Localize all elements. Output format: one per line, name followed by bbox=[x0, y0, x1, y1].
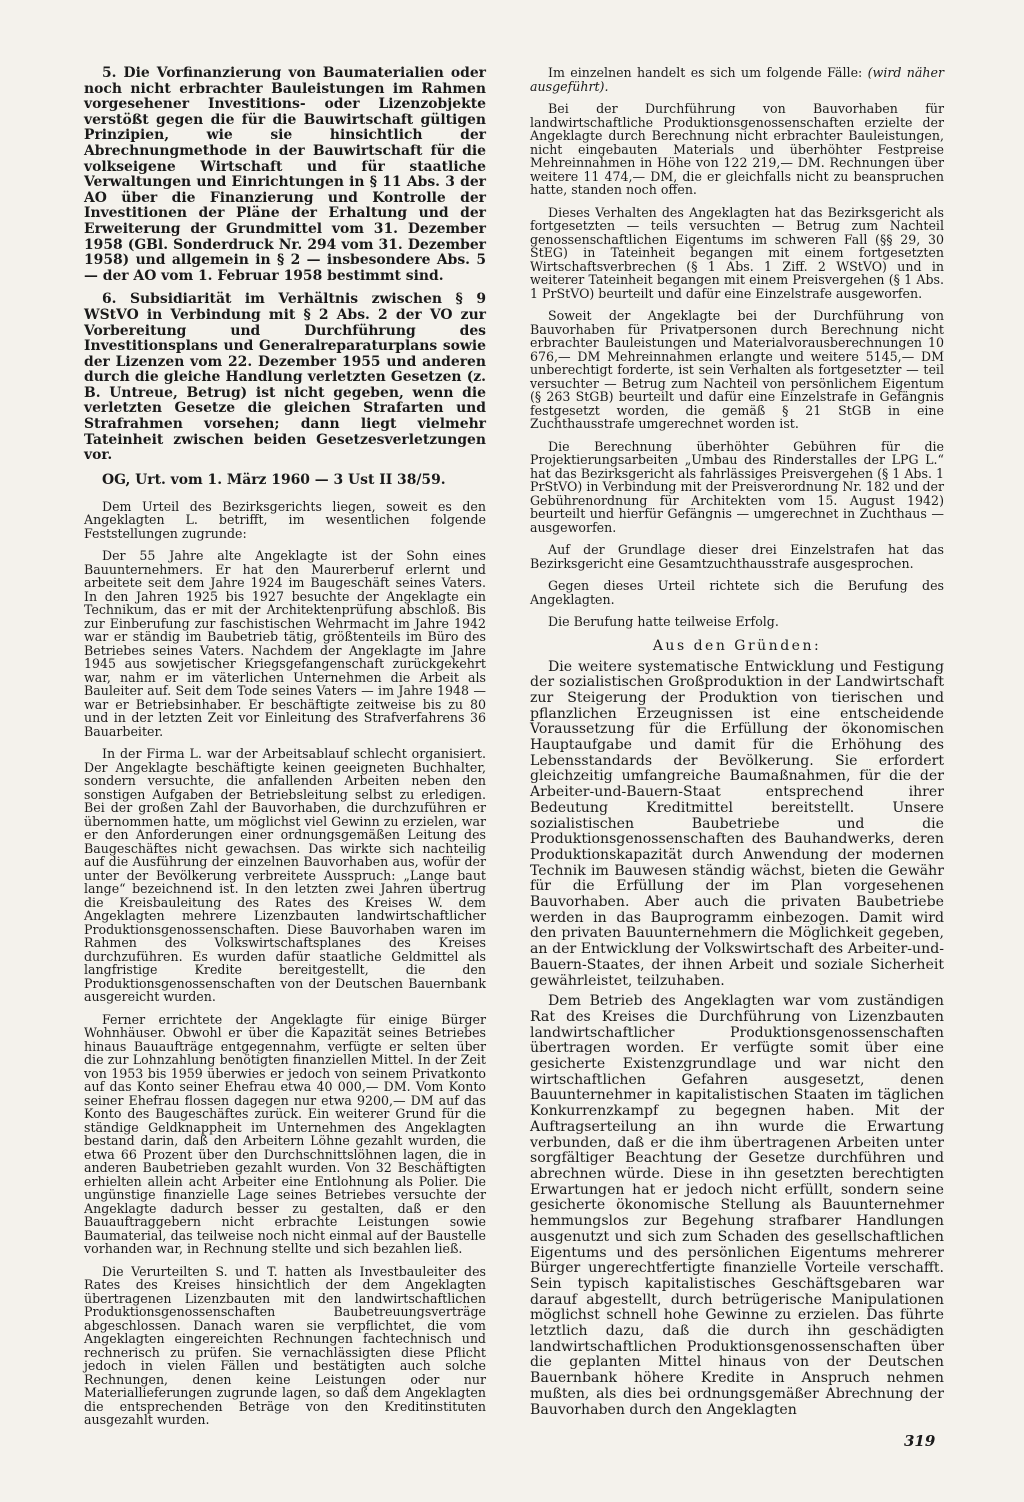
paragraph: Gegen dieses Urteil richtete sich die Berufung des Angeklagten. bbox=[530, 578, 944, 607]
paragraph: Auf der Grundlage dieser drei Einzelstrafen hat das Bezirksgericht eine Gesamtzuchthausstrafe ausgesprochen. bbox=[530, 542, 944, 571]
section-heading: Aus den Gründen: bbox=[652, 637, 822, 654]
paragraph: Die Verurteilten S. und T. hatten als Investbauleiter des Rates des Kreises hinsichtlich der dem Angeklagten übertragenen Lizenzbauten mit den landwirtschaftlichen Produktionsgenossenschaften Baubetreuungsverträge abgeschlossen. Danach waren sie verpflichtet, die vom Angeklagten eingereichten Rechnungen fachtechnisch und rechnerisch zu prüfen. Sie vernachlässigten diese Pflicht jedoch in vielen Fällen und bestätigten auch solche Rechnungen, denen keine Leistungen oder nur Materiallieferungen zugrunde lagen, so daß dem Angeklagten die entsprechenden Beträge von den Kreditinstituten ausgezahlt wurden. bbox=[84, 1263, 486, 1428]
page-number: 319 bbox=[904, 1432, 936, 1450]
reason-paragraph: Dem Betrieb des Angeklagten war vom zuständigen Rat des Kreises die Durchführung von Lizenzbauten landwirtschaftlicher Produktionsgenossenschaften übertragen worden. Er verfügte somit über eine gesicherte Existenzgrundlage und war nicht den wirtschaftlichen Gefahren ausgesetzt, denen Bauunternehmer in kapitalistischen Staaten im täglichen Konkurrenzkampf zu begegnen haben. Mit der Auftragserteilung an ihn wurde die Erwartung verbunden, daß er die ihm übertragenen Arbeiten unter sorgfältiger Beachtung der Gesetze durchführen und abrechnen würde. Diese in ihn gesetzten berechtigten Erwartungen hat er jedoch nicht erfüllt, sondern seine gesicherte ökonomische Stellung als Bauunternehmer hemmungslos zur Begehung strafbarer Handlungen ausgenutzt und sich zum Schaden des gesellschaftlichen Eigentums und des persönlichen Eigentums mehrerer Bürger ungerechtfertigte finanzielle Vorteile verschafft. Sein typisch kapitalistisches Geschäftsgebaren war darauf abgestellt, durch betrügerische Manipulationen möglichst schnell hohe Gewinne zu erzielen. Das führte letztlich dazu, daß die durch ihn geschädigten landwirtschaftlichen Produktionsgenossenschaften über die geplanten Mittel hinaus von der Deutschen Bauernbank höhere Kredite in Anspruch nehmen mußten, als dies bei ordnungsgemäßer Abrechnung der Bauvorhaben durch den Angeklagten bbox=[530, 993, 944, 1418]
case-reference: OG, Urt. vom 1. März 1960 — 3 Ust II 38/59. bbox=[102, 471, 446, 488]
right-column bbox=[530, 66, 944, 1418]
left-column bbox=[84, 66, 486, 1427]
paragraph: Dem Urteil des Bezirksgerichts liegen, soweit es den Angeklagten L. betrifft, im wesentlichen folgende Feststellungen zugrunde: bbox=[84, 498, 486, 541]
intro-text: Im einzelnen handelt es sich um folgende Fälle: bbox=[548, 65, 868, 80]
intro-italic: (wird näher ausgeführt). bbox=[530, 65, 944, 94]
reason-paragraph: Die weitere systematische Entwicklung und Festigung der sozialistischen Großproduktion in der Landwirtschaft zur Steigerung der Produktion von tierischen und pflanzlichen Erzeugnissen ist eine entscheidende Voraussetzung für die Erfüllung der ökonomischen Hauptaufgabe und damit für die Erhöhung des Lebensstandards der Bevölkerung. Sie erfordert gleichzeitig umfangreiche Baumaßnahmen, für die der Arbeiter-und-Bauern-Staat entsprechend ihrer Bedeutung Kreditmittel bereitstellt. Unsere sozialistischen Baubetriebe und die Produktionsgenossenschaften des Bauhandwerks, deren Produktionskapazität durch Anwendung der modernen Technik im Bauwesen ständig wächst, bieten die Gewähr für die Erfüllung der im Plan vorgesehenen Bauvorhaben. Aber auch die privaten Baubetriebe werden in das Bauprogramm einbezogen. Damit wird den privaten Bauunternehmern die Möglichkeit gegeben, an der Entwicklung der Volkswirtschaft des Arbeiter-und-Bauern-Staates, der ihnen Arbeit und soziale Sicherheit gewährleistet, teilzuhaben. bbox=[530, 658, 944, 989]
paragraph: Dieses Verhalten des Angeklagten hat das Bezirksgericht als fortgesetzten — teils versuchten — Betrug zum Nachteil genossenschaftlichen Eigentums im schweren Fall (§§ 29, 30 StEG) in Tateinheit begangen mit einem fortgesetzten Wirtschaftsverbrechen (§ 1 Abs. 1 Ziff. 2 WStVO) und in weiterer Tateinheit begangen mit einem Preisvergehen (§ 1 Abs. 1 PrStVO) beurteilt und dafür eine Einzelstrafe ausgeworfen. bbox=[530, 204, 944, 301]
paragraph: Der 55 Jahre alte Angeklagte ist der Sohn eines Bauunternehmers. Er hat den Maurerberuf erlernt und arbeitete seit dem Jahre 1924 im Baugeschäft seines Vaters. In den Jahren 1925 bis 1927 besuchte der Angeklagte ein Technikum, das er mit der Architektenprüfung abschloß. Bis zur Einberufung zur faschistischen Wehrmacht im Jahre 1942 war er ständig im Baubetrieb tätig, größtenteils im Büro des Betriebes seines Vaters. Nachdem der Angeklagte im Jahre 1945 aus sowjetischer Kriegsgefangenschaft zurückgekehrt war, nahm er im väterlichen Unternehmen die Arbeit als Bauleiter auf. Seit dem Tode seines Vaters — im Jahre 1948 — war er Betriebsinhaber. Er beschäftigte zeitweise bis zu 80 und in der letzten Zeit vor Einleitung des Strafverfahrens 36 Bauarbeiter. bbox=[84, 548, 486, 739]
paragraph: In der Firma L. war der Arbeitsablauf schlecht organisiert. Der Angeklagte beschäftigte keinen geeigneten Buchhalter, sondern versuchte, die anfallenden Arbeiten neben den sonstigen Aufgaben der Betriebsleitung selbst zu erledigen. Bei der großen Zahl der Bauvorhaben, die durchzuführen er übernommen hatte, um möglichst viel Gewinn zu erzielen, war er den Anforderungen einer ordnungsgemäßen Leitung des Baugeschäftes nicht gewachsen. Das wirkte sich nachteilig auf die Ausführung der einzelnen Bauvorhaben aus, wofür der unter der Bevölkerung verbreitete Ausspruch: „Lange baut lange“ bezeichnend ist. In den letzten zwei Jahren übertrug die Kreisbauleitung des Rates des Kreises W. dem Angeklagten mehrere Lizenzbauten landwirtschaftlicher Produktionsgenossenschaften. Diese Bauvorhaben waren im Rahmen des Volkswirtschaftsplanes des Kreises durchzuführen. Es wurden dafür staatliche Geldmittel als langfristige Kredite bereitgestellt, die den Produktionsgenossenschaften von der Deutschen Bauernbank ausgereicht wurden. bbox=[84, 746, 486, 1005]
paragraph: Ferner errichtete der Angeklagte für einige Bürger Wohnhäuser. Obwohl er über die Kapazität seines Betriebes hinaus Bauaufträge entgegennahm, verfügte er selten über die zur Lohnzahlung benötigten finanziellen Mittel. In der Zeit von 1953 bis 1959 überwies er jedoch von seinem Privatkonto auf das Konto seiner Ehefrau etwa 40 000,— DM. Vom Konto seiner Ehefrau flossen dagegen nur etwa 9200,— DM auf das Konto des Baugeschäftes zurück. Ein weiterer Grund für die ständige Geldknappheit im Unternehmen des Angeklagten bestand darin, daß den Arbeitern Löhne gezahlt wurden, die etwa 66 Prozent über den Durchschnittslöhnen lagen, die in anderen Baubetrieben gezahlt wurden. Von 32 Beschäftigten erhielten allein acht Arbeiter eine Entlohnung als Polier. Die ungünstige finanzielle Lage seines Betriebes versuchte der Angeklagte dadurch besser zu gestalten, daß er den Bauauftraggebern nicht erbrachte Leistungen sowie Baumaterial, das teilweise noch nicht einmal auf der Baustelle vorhanden war, in Rechnung stellte und sich bezahlen ließ. bbox=[84, 1011, 486, 1257]
paragraph: Die Berufung hatte teilweise Erfolg. bbox=[548, 614, 779, 629]
headnote-6: 6. Subsidiarität im Verhältnis zwischen § 9 WStVO in Verbindung mit § 2 Abs. 2 der VO zur Vorbereitung und Durchführung des Investitionsplans und Generalreparaturplans sowie der Lizenzen vom 22. Dezember 1955 und anderen durch die gleiche Handlung verletzten Gesetzen (z. B. Untreue, Betrug) ist nicht gegeben, wenn die verletzten Gesetze die gleichen Strafarten und Strafrahmen vorsehen; dann liegt vielmehr Tateinheit zwischen beiden Gesetzesverletzungen vor. bbox=[84, 291, 486, 464]
paragraph: Soweit der Angeklagte bei der Durchführung von Bauvorhaben für Privatpersonen durch Berechnung nicht erbrachter Bauleistungen und Materialvorausberechnungen 10 676,— DM Mehreinnahmen erlangte und weitere 5145,— DM unberechtigt forderte, ist sein Verhalten als fortgesetzter — teil versuchter — Betrug zum Nachteil von persönlichem Eigentum (§ 263 StGB) beurteilt und dafür eine Einzelstrafe in Gefängnis festgesetzt worden, die gemäß § 21 StGB in eine Zuchthausstrafe umgerechnet worden ist. bbox=[530, 308, 944, 431]
intro-paragraph bbox=[530, 66, 944, 93]
paragraph: Bei der Durchführung von Bauvorhaben für landwirtschaftliche Produktionsgenossenschaften erzielte der Angeklagte durch Berechnung nicht erbrachter Bauleistungen, nicht eingebauten Materials und überhöhter Festpreise Mehreinnahmen in Höhe von 122 219,— DM. Rechnungen über weitere 11 474,— DM, die er gleichfalls nicht zu beanspruchen hatte, standen noch offen. bbox=[530, 101, 944, 197]
headnote-5: 5. Die Vorfinanzierung von Baumaterialien oder noch nicht erbrachter Bauleistungen im Rahmen vorgesehener Investitions- oder Lizenzobjekte verstößt gegen die für die Bauwirtschaft gültigen Prinzipien, wie sie hinsichtlich der Abrechnungmethode in der Bauwirtschaft für die volkseigene Wirtschaft und für staatliche Verwaltungen und Einrichtungen in § 11 Abs. 3 der AO über die Finanzierung und Kontrolle der Investitionen der Pläne der Erhaltung und der Erweiterung der Grundmittel vom 31. Dezember 1958 (GBl. Sonderdruck Nr. 294 vom 31. Dezember 1958) und allgemein in § 2 — insbesondere Abs. 5 — der AO vom 1. Februar 1958 bestimmt sind. bbox=[84, 65, 486, 284]
paragraph: Die Berechnung überhöhter Gebühren für die Projektierungsarbeiten „Umbau des Rinderstalles der LPG L.“ hat das Bezirksgericht als fahrlässiges Preisvergehen (§ 1 Abs. 1 PrStVO) in Verbindung mit der Preisverordnung Nr. 182 und der Gebührenordnung für Architekten vom 15. August 1942) beurteilt und hierfür Gefängnis — umgerechnet in Zuchthaus — ausgeworfen. bbox=[530, 438, 944, 535]
